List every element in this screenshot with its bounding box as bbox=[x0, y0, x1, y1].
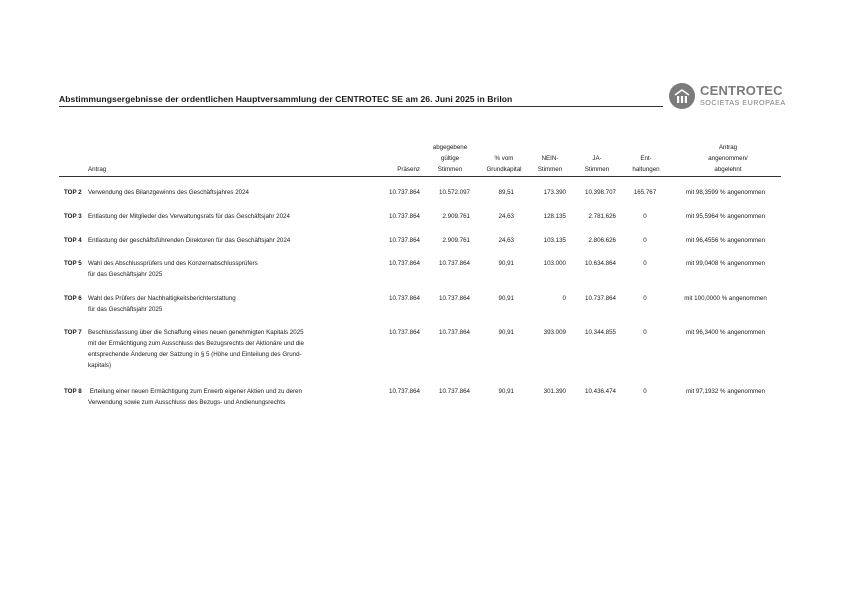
enthaltungen-value: 0 bbox=[643, 295, 647, 302]
praesenz-value: 10.737.864 bbox=[389, 260, 420, 267]
title-divider bbox=[59, 106, 663, 107]
ergebnis-value: mit 96,3400 % angenommen bbox=[685, 329, 766, 336]
top-number: TOP 3 bbox=[64, 213, 82, 220]
top-number: TOP 8 bbox=[64, 388, 82, 395]
praesenz-value: 10.737.864 bbox=[389, 295, 420, 302]
praesenz-value: 10.737.864 bbox=[389, 213, 420, 220]
nein-value: 173.390 bbox=[543, 189, 566, 196]
header-divider bbox=[59, 176, 781, 177]
stimmen-value: 10.737.864 bbox=[439, 388, 470, 395]
agenda-description: Beschlussfassung über die Schaffung eines neuen genehmigten Kapitals 2025 mit der Ermächtigung zum Ausschluss des Bezugsrechts der Aktionäre und die entsprechende Änderung der Satzung in § 5 (Höhe und Einteilung des Grund- kapitals) bbox=[88, 329, 304, 369]
top-number: TOP 6 bbox=[64, 295, 82, 302]
ja-value: 2.781.626 bbox=[588, 213, 616, 220]
ja-value: 10.436.474 bbox=[585, 388, 616, 395]
nein-value: 301.390 bbox=[543, 388, 566, 395]
agenda-description: Wahl des Abschlussprüfers und des Konzernabschlussprüfers für das Geschäftsjahr 2025 bbox=[88, 260, 258, 278]
ergebnis-value: mit 100,0000 % angenommen bbox=[684, 295, 767, 302]
company-logo bbox=[668, 81, 788, 111]
praesenz-value: 10.737.864 bbox=[389, 388, 420, 395]
ergebnis-value: mit 97,1932 % angenommen bbox=[685, 388, 766, 395]
nein-value: 128.135 bbox=[543, 213, 566, 220]
enthaltungen-value: 0 bbox=[643, 329, 647, 336]
stimmen-value: 2.909.761 bbox=[442, 213, 470, 220]
praesenz-value: 10.737.864 bbox=[389, 237, 420, 244]
agenda-description: Verwendung des Bilanzgewinns des Geschäftsjahres 2024 bbox=[88, 189, 249, 196]
grundkapital-value: 89,51 bbox=[498, 189, 514, 196]
enthaltungen-value: 0 bbox=[643, 213, 647, 220]
ergebnis-value: mit 98,3599 % angenommen bbox=[685, 189, 766, 196]
top-number: TOP 2 bbox=[64, 189, 82, 196]
stimmen-value: 10.737.864 bbox=[439, 260, 470, 267]
grundkapital-value: 24,63 bbox=[498, 237, 514, 244]
nein-value: 103.000 bbox=[543, 260, 566, 267]
ja-value: 10.737.864 bbox=[585, 295, 616, 302]
stimmen-value: 10.572.097 bbox=[439, 189, 470, 196]
grundkapital-value: 90,91 bbox=[498, 329, 514, 336]
document-title: Abstimmungsergebnisse der ordentlichen Hauptversammlung der CENTROTEC SE am 26. Juni 2025 in Brilon bbox=[59, 94, 513, 104]
stimmen-value: 10.737.864 bbox=[439, 329, 470, 336]
ja-value: 10.344.855 bbox=[585, 329, 616, 336]
agenda-description: Entlastung der Mitglieder des Verwaltungsrats für das Geschäftsjahr 2024 bbox=[88, 213, 290, 220]
header-antrag: Antrag bbox=[88, 166, 107, 173]
ergebnis-value: mit 99,0408 % angenommen bbox=[685, 260, 766, 267]
grundkapital-value: 90,91 bbox=[498, 295, 514, 302]
logo-name: CENTROTEC bbox=[700, 83, 783, 98]
praesenz-value: 10.737.864 bbox=[389, 329, 420, 336]
enthaltungen-value: 165.767 bbox=[633, 189, 657, 196]
header-ergebnis: Antrag angenommen/ abgelehnt bbox=[708, 144, 748, 173]
grundkapital-value: 90,91 bbox=[498, 260, 514, 267]
centrotec-logo-icon bbox=[668, 82, 696, 110]
ergebnis-value: mit 96,4556 % angenommen bbox=[685, 237, 766, 244]
nein-value: 103.135 bbox=[543, 237, 566, 244]
ja-value: 10.398.707 bbox=[585, 189, 616, 196]
enthaltungen-value: 0 bbox=[643, 237, 647, 244]
header-enthaltungen: Ent- haltungen bbox=[632, 155, 660, 173]
header-nein: NEIN- Stimmen bbox=[537, 155, 563, 173]
top-number: TOP 7 bbox=[64, 329, 82, 336]
header-praesenz: Präsenz bbox=[397, 166, 420, 173]
stimmen-value: 10.737.864 bbox=[439, 295, 470, 302]
top-number: TOP 5 bbox=[64, 260, 82, 267]
enthaltungen-value: 0 bbox=[643, 260, 647, 267]
grundkapital-value: 24,63 bbox=[498, 213, 514, 220]
agenda-description: Entlastung der geschäftsführenden Direktoren für das Geschäftsjahr 2024 bbox=[88, 237, 291, 244]
ja-value: 10.634.864 bbox=[585, 260, 616, 267]
praesenz-value: 10.737.864 bbox=[389, 189, 420, 196]
nein-value: 0 bbox=[562, 295, 566, 302]
enthaltungen-value: 0 bbox=[643, 388, 647, 395]
agenda-description: Erteilung einer neuen Ermächtigung zum Erwerb eigener Aktien und zu deren Verwendung sowie zum Ausschluss des Bezugs- und Andienungsrechts bbox=[88, 388, 302, 406]
top-number: TOP 4 bbox=[64, 237, 82, 244]
ja-value: 2.806.626 bbox=[588, 237, 616, 244]
logo-subtitle: SOCIETAS EUROPAEA bbox=[700, 98, 786, 107]
header-ja: JA- Stimmen bbox=[584, 155, 610, 173]
header-grundkapital: % vom Grundkapital bbox=[486, 155, 522, 173]
nein-value: 393.009 bbox=[543, 329, 566, 336]
grundkapital-value: 90,91 bbox=[498, 388, 514, 395]
ergebnis-value: mit 95,5964 % angenommen bbox=[685, 213, 766, 220]
stimmen-value: 2.909.761 bbox=[442, 237, 470, 244]
header-stimmen: abgegebene gültige Stimmen bbox=[432, 144, 468, 173]
agenda-description: Wahl des Prüfers der Nachhaltigkeitsberichterstattung für das Geschäftsjahr 2025 bbox=[88, 295, 236, 313]
